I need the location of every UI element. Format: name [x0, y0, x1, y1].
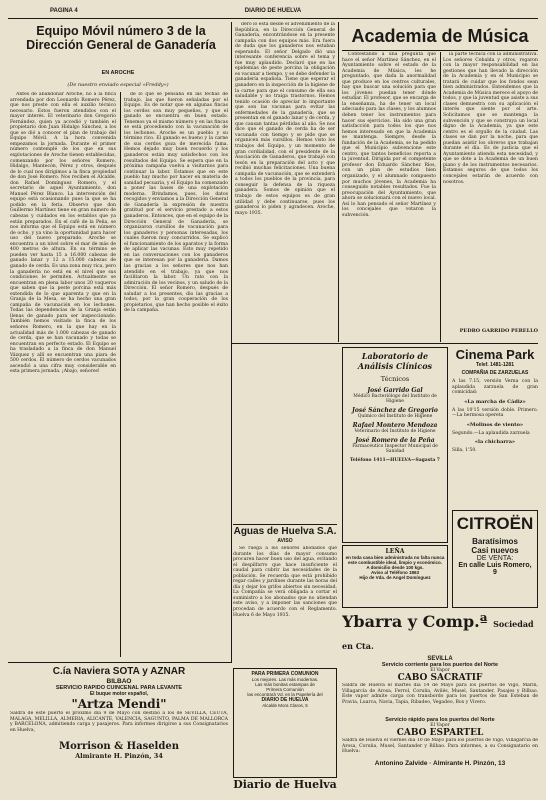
aguas-subtitle: AVISO [277, 538, 293, 544]
aguas-title: Aguas de Huelva S.A. [233, 526, 337, 537]
lena-ad: LEÑA en toda casa bien administrada no falta nunca este combustible ideal, limpio y económico. A domicilio desde 100 kgs. Aviso al Teléfono 1863 Hijo de Vda. de Angel Domínguez [342, 545, 448, 608]
main-article-col1: Antes de abandonar Aroche, no a la finca arrendada por don Leonardo Romero Pérez, que nos preste con ella el auxilio técnico necesario. Estos fueron atendidos con el mayor interés. El veterinario don Gregorio Fernández, quien ya accedió y también el propietario don Juan Hidalgo Sánchez, a los que se dió a conocer el plan de trabajo del Equipo Móvil. A la hora convenida empezamos la jornada. Durante el primer número contemplé de los que en sus explotaciones de Aroche tienen establecidas, comenzando por los señores Romero, Hidalgo, Mantecón, Pérez y otros, después de lo cual nos dirigimos a la finca propiedad de don José Romero. Nos reciben el Alcalde, don Rafael Domínguez Romero, y el secretario de aquel Ayuntamiento, don Manuel Pérez Blanco. La intervención del equipo está ocasionando pues la que se ha podido en la feria. Observo que don Guillermo Martínez tiene en gran número de cabezas y cuidados en los establos que ya están preparados. En el café de la Peña, se nos informa que el Equipo está en número de ocho, y ya vino la oportunidad para hacer uso del nuevo preparado. Aroche se encuentra a un nivel sobre el mar de más de 400 metros de altura. En su término se pueden ver hasta 15 a 16.000 cabezas de ganado lanar y 12 a 15.000 cabezas de ganado de cerda. Es una zona muy rica, pero la ganadería no está en el nivel que sus condiciones le permiten. Actualmente se encuentran en plena labor unos 20 vaqueros que saben que la peste porcina está más extendida de lo que aparenta y que en la Granja de la Mesa, se ha hecho una gran campaña de vacunación en los lechones. Todas las dependencias de la Granja están llenas de ganado para ser inspeccionado. También hemos visitado la finca de los señores Romero, en la que hay en la actualidad más de 1.000 cabezas de ganado de cerda, que se han vacunado y todas se encuentran en perfecto estado. El Equipo se ha trasladado a la finca de don Manuel Vázquez y allí se encuentran una piara de 500 cerdos. El número de cerdos vacunados ascendió a una cifra muy considerable en esta primera jornada. ¡Abajo, señores! [10, 92, 116, 375]
naviera-title: C.ía Naviera SOTA y AZNAR [52, 666, 186, 677]
ybarra-title: Ybarra y Comp.ª [342, 612, 488, 631]
main-headline-block [16, 24, 226, 68]
page-header [8, 6, 538, 19]
naviera-ship: "Artza Mendi" [71, 697, 167, 711]
article-credit: (De nuestro enviado especial «Freddy») [67, 82, 169, 88]
aguas-body: Se ruega a los señores abonados que durante los días de mayor consumo procuren hacer buen uso del agua, evitando el despilfarro que hace insuficiente el caudal para cubrir las necesidades de la población. Se recuerda que está prohibido regar calles y jardines durante las horas del día y dejar los grifos abiertos sin necesidad. La Compañía se verá obligada a cortar el suministro a los abonados que no atiendan este aviso, y a imponer las sanciones que procedan de acuerdo con el Reglamento. Huelva 6 de Mayo 1935. [233, 546, 337, 618]
cinema-ad: Cinema Park Telef. 1481-1281 COMPAÑIA DE ZARZUELAS A las 7.15, versión Verna con la aplaudida zarzuela de gran comicidad: «La marcha de Cádiz» A las 10'15 versión doble. Primero.—La hermosa opereta «Molinos de viento» Segundo.—La aplaudida zarzuela «la chicharra» Silla, 1'50. [452, 347, 538, 454]
cinema-title: Cinema Park [455, 347, 535, 362]
dateline: EN AROCHE [101, 70, 135, 76]
laboratory-ad: Laboratorio de Análisis Clínicos Técnicos José Garrido Gal Médico Bacteriólogo del Instituto de Higiene José Sánchez de Gregorio Químico del Instituto de Higiene Rafael Montero Mendoza Veterinario del Instituto de Higiene José Romero de la Peña Farmacéutico Inspector Municipal de Sanidad Teléfono 1411—HUELVA—Sagasta 7 [342, 347, 448, 543]
music-headline: Academia de Música [351, 26, 529, 46]
ybarra-ad: Ybarra y Comp.ª Sociedad en Cta. SEVILLA Servicio corriente para los puertos del Norte El Vapor CABO SACRATIF Saldrá de Huelva el martes día 14 de Mayo para los puertos de Vigo, Marín, Villagarcía de Arosa, Ferrol, Coruña, Avilés, Musel, Santander, Pasajes y Bilbao. Este vapor admite carga con transbordo para los puertos de San Esteban de Pravia, Luarca, Navia, Tapia, Ribadeo, Vegadeo, Box y Vivero. Servicio rápido para los puertos del Norte El Vapor CABO ESPARTEL Saldrá de Huelva el viernes día 10 de Mayo para los puertos de Vigo, Villagarcía de Arosa, Coruña, Musel, Santander y Bilbao. Para informes, a su Consignatario en Huelva: Antonino Zalvide · Almirante H. Pinzón, 13 [342, 612, 538, 767]
main-headline: Equipo Móvil número 3 de la Dirección General de Ganadería [26, 24, 216, 52]
music-col2: la parte técnica con la administrativa. Los señores Cebalda y otros, rogaron con la mayor responsabilidad en las gestiones que han llevado la dirección de la Academia y en el Municipio se tratará de cuidar que los fondos sean bien administrados. Entendemos que la Academia de Música merece el apoyo de todos, y que la juventud que asiste a sus clases demuestra con su aplicación el interés que siente por el arte. Solicitamos que se mantenga la subvención y que se construya un local digno de la Academia, ya que este centro es el orgullo de la ciudad. Las clases se dan por la noche, para que puedan asistir los obreros que trabajan durante el día. Es de justicia que el Ayuntamiento atienda esta necesidad, y que se dote a la Academia de un buen piano y de los instrumentos necesarios. Estamos seguros de que todos los concejales estarán de acuerdo con nosotros. [443, 52, 538, 185]
citroen-ad: CITROËN Baratísimos Casi nuevos DE VENTA: En calle Luis Romero, 9 [452, 510, 538, 608]
naviera-ad: C.ía Naviera SOTA y AZNAR BILBAO SERVICIO RAPIDO CUINCENAL PARA LEVANTE El buque motor español, "Artza Mendi" Saldrá de este puerto el próximo día 9 de Mayo con destino a los de SEVILLA, CEUTA, MALAGA, MELILLA, ALMERIA, ALICANTE, VALENCIA, SAGUNTO, PALMA DE MALLORCA y BARCELONA, admitiendo carga y pasajeros. Para informes dirigirse a sus Consignatarios en Huelva, Morrison & Haselden Almirante H. Pinzón, 34 [10, 666, 228, 760]
main-article-col2: de lo que se pensaba en las fechas de trabajo, las que fueron señaladas por el Equipo. Es de notar que en algunas fincas los cerdos son muy pequeños, y que el ganado se encuentra en buen estado. Tenemos ya el mismo número y en las fincas se está procediendo con la vacunación de los lechones. Aroche es un pueblo y su término rico. El ganado es bueno y la carne de sus cerdos goza de merecida fama. Hemos dejado muy buen recuerdo y los ganaderos están muy satisfechos con los resultados del Equipo. Se espera que en la próxima campaña vuelva a visitarnos para continuar la labor. Estamos que en este pueblo hay mucho por hacer en materia de sanidad pecuaria, y el Equipo ha comenzado a poner las bases de una explotación moderna. Brindamos, pues, los datos recogidos y enviamos a la Dirección General de Ganadería la expresión de nuestra gratitud por el servicio prestado a estos ganaderos. Entonces, que en el equipo de la Dirección General de Ganadería, se organizaron cursillos de vacunación para los ganaderos y personas interesadas, los cuales fueron muy concurridos. Se explicó el funcionamiento de los aparatos y la forma de aplicar las vacunas. Esto muy repetido en las conversaciones con los ganaderos que se interesan por la ganadería. Damos las gracias a los señores que nos han atendido en el trabajo, ya que nos facilitaron la labor. Un rato con la admiración de los vecinos, y un saludo de la Dirección. El señor Romero, después de saludar a los presentes, dio las gracias a todos, por la gran cooperación de los propietarios, que han hecho posible el éxito de la campaña. [124, 92, 228, 314]
lab-title: Laboratorio de Análisis Clínicos [357, 351, 433, 371]
citroen-brand: CITROËN [456, 514, 534, 533]
music-col1: Contestando a una pregunta que hace el señor Martínez Sánchez, en el Ayuntamiento sobre el estado de la Academia de Música, les he preguntado, que dada la anormalidad que produce en los centros culturales, hay que buscar una solución para que los jóvenes puedan tener dónde estudiar. El profesor, que se encarga de la enseñanza, ha de tener un local adecuado para las clases, y los alumnos deben tener los instrumentos para hacer sus ejercicios. Ha sido una gran satisfacción para todos los que nos hemos interesado en que la Academia se mantenga. Siempre, desde la fundación de la Academia, se ha pedido que el Municipio subvencione este centro, que tantos beneficios reporta a la juventud. Dirigida por el competente profesor don Eduardo Sánchez Ríos, con un plan de estudios bien organizado, y el alumnado compuesto por muchos jóvenes, la Academia ha conseguido notables resultados. Fue la preocupación del Ayuntamiento, que ahora se solucionará con el nuevo local. Así lo han pensado el señor Martínez y los concejales que votaron la subvención. [342, 52, 436, 218]
continued-article: dero lo está desde el advenimiento de la República, en la Dirección General de Ganadería, encontrándose en la presente campaña con dos equipos más. Era fuera de duda que los ganaderos nos estaban esperando. El señor Delgado dió una interesante conferencia sobre el tema y fue muy aplaudido. Declaró que en las epidemias de peste porcina la obligación es vacunar a tiempo, y se debe defender la ganadería española. Tiene que esperar el ganadero en la inspección de la higiene de la carne para que el consumo de ella sea saludable y no traiga trastornos. Hemos tenido ocasión de apreciar lo importante que son las vacunas para evitar las enfermedades de la ganadería, que se presentan en el ganado lanar y de cerda, y que causan tantas pérdidas al año. Se nos dice que el ganado de cerda ha de ser vacunado con tiempo y se pide que se organicen más cursillos. Hemos visto los trabajos del Equipo, y un momento de gran cordialidad, con el presidente de la Asociación de Ganaderos, que trabajó con tesón en la preparación del acto y que recibió muchas felicitaciones. Una buena campaña de vacunación, que se extenderá a todos los pueblos de la provincia, para conseguir la defensa de la riqueza ganadera. Somos de opinión que el trabajo de estos equipos es de gran utilidad y debe continuarse, pues los ganaderos lo piden y agradecen. Aroche, mayo 1935. [235, 22, 335, 216]
music-headline-block [342, 24, 538, 51]
paper-name: DIARIO DE HUELVA [244, 8, 302, 14]
music-signature: PEDRO GARRIDO PERELLÓ [459, 328, 538, 334]
primera-comunion-ad: PARA PRIMERA COMUNION Los mejores. Las más modernas. Las más bonitas estampas de Primera Comunión las encontrará Vd. en la Papelería del DIARIO DE HUELVA Alcalde Mora Claros, 5 [233, 668, 337, 778]
diario-logo: Diario de Huelva [233, 778, 337, 791]
aguas-huelva-ad [233, 526, 337, 666]
page-number: PAGINA 4 [50, 8, 78, 14]
lab-techs-label: Técnicos [380, 375, 410, 383]
